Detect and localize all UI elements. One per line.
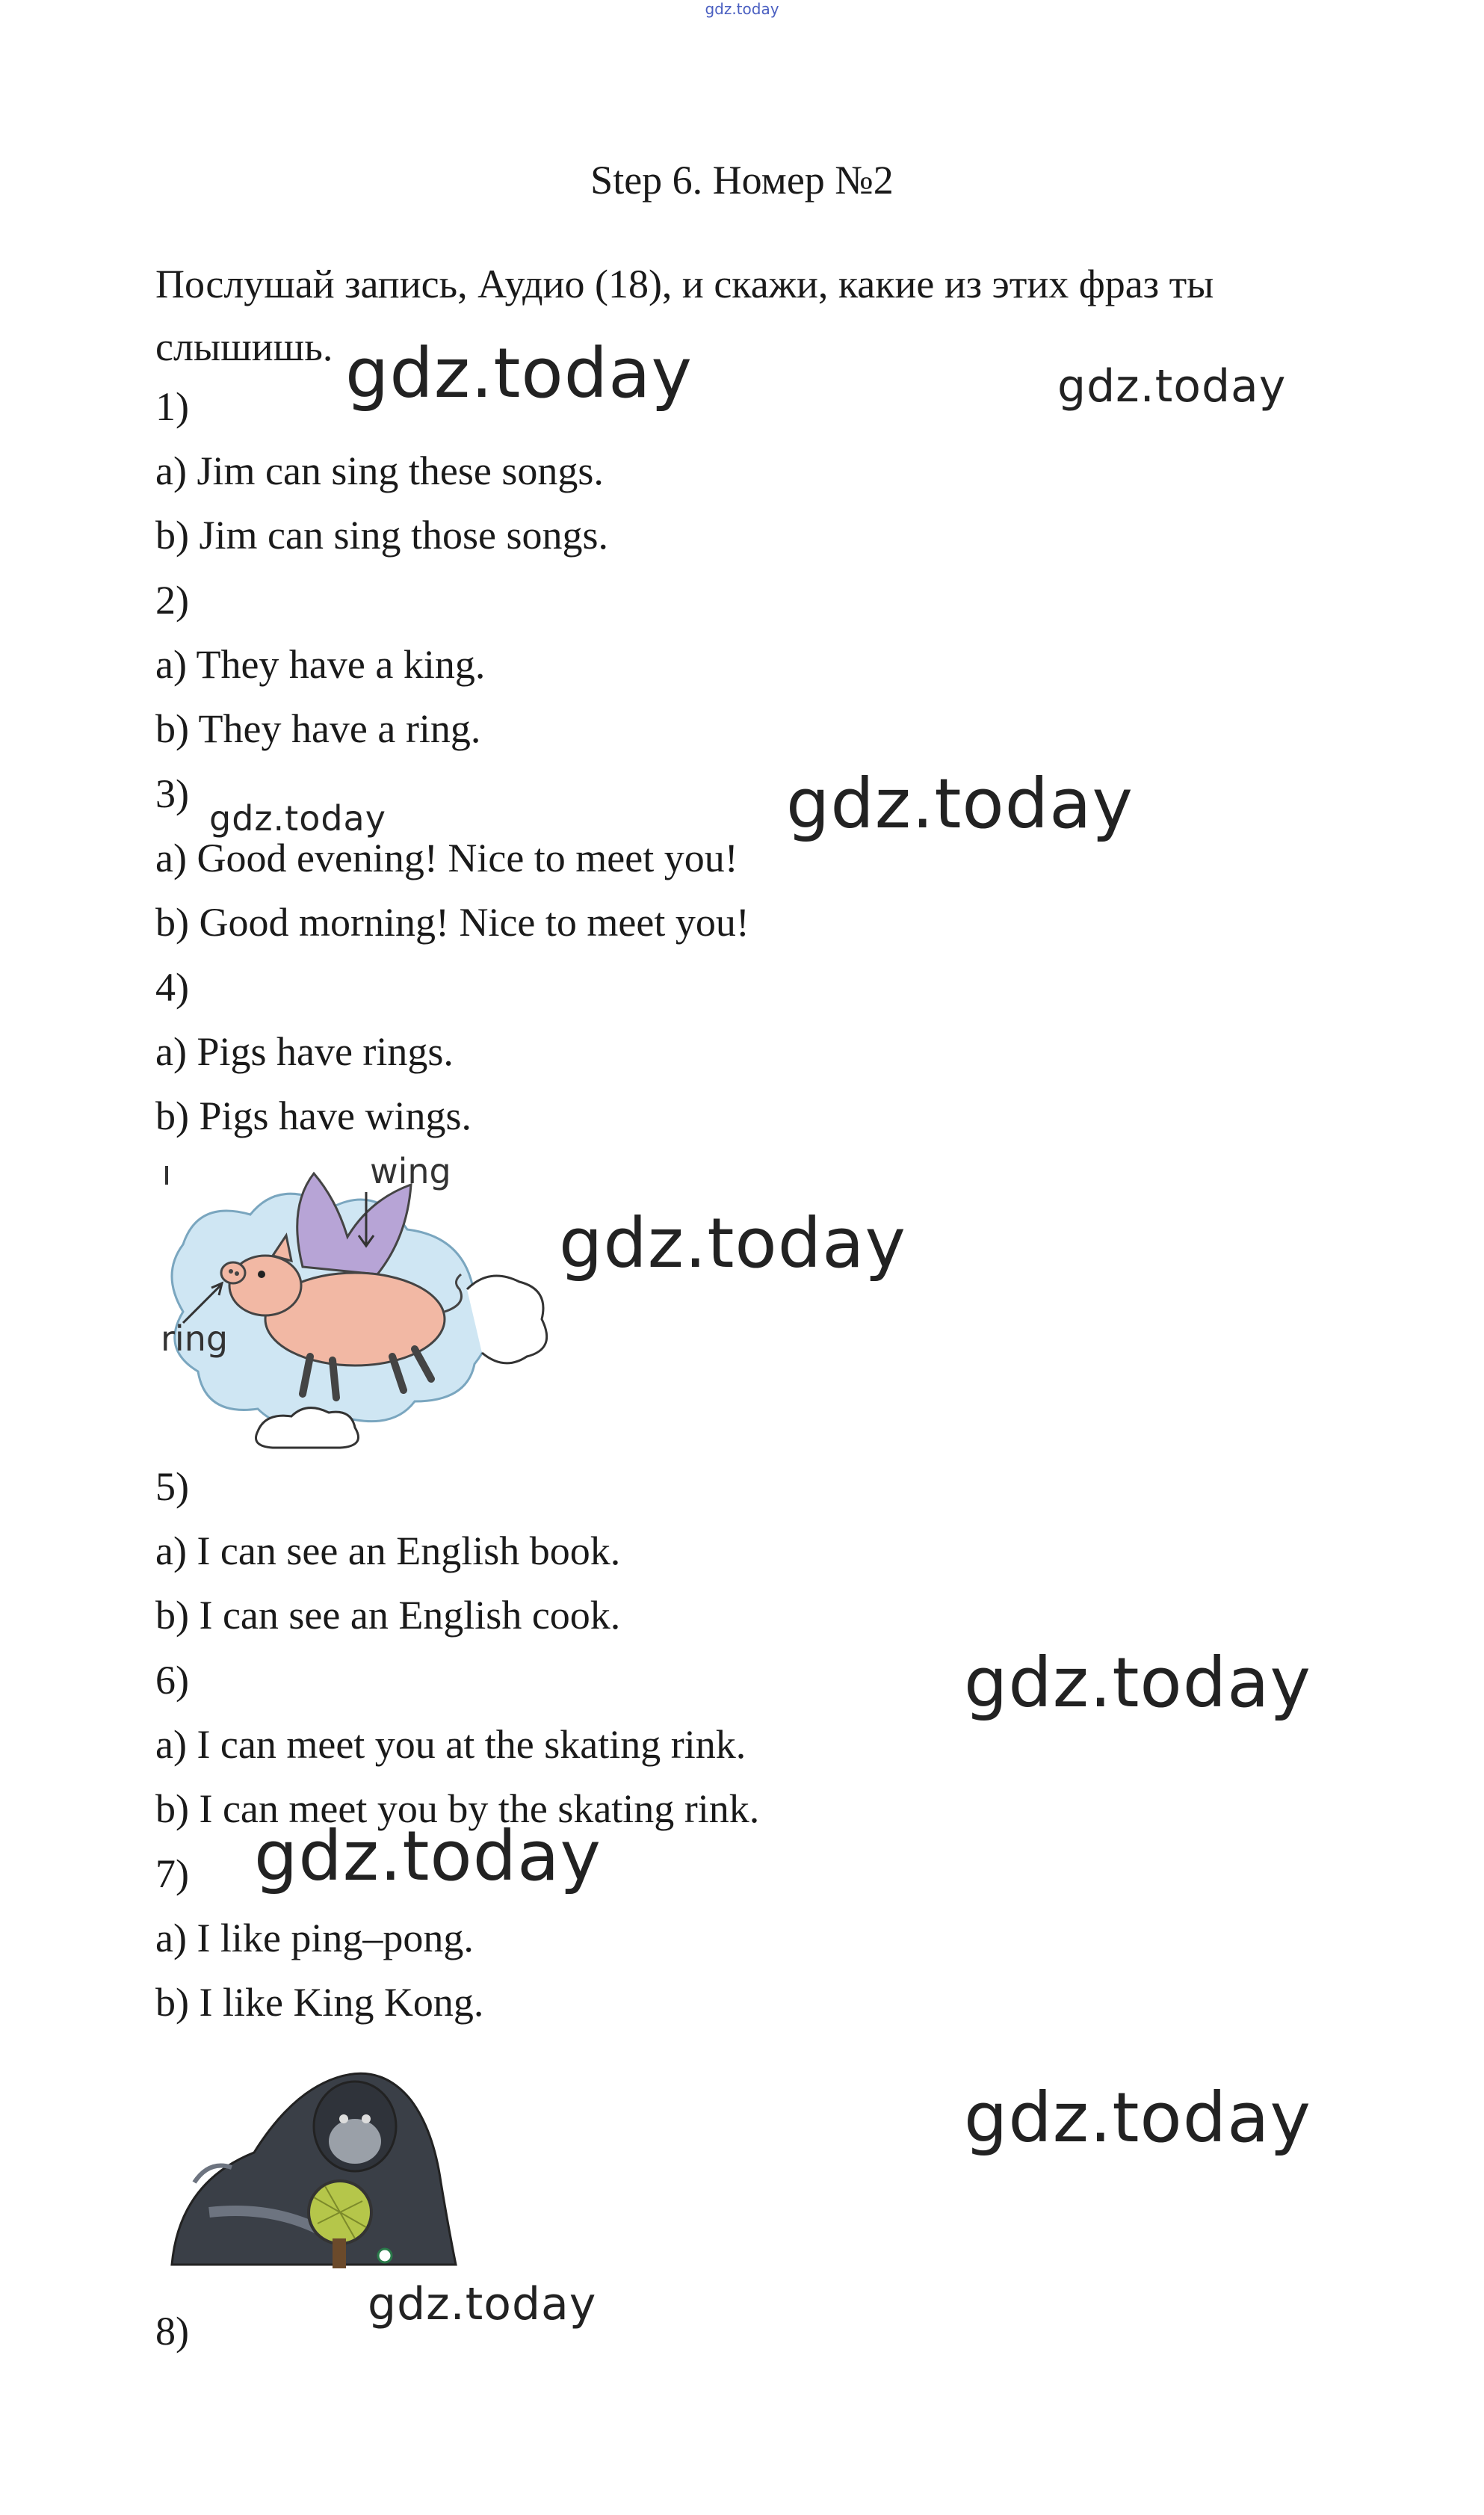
item-number: 1)	[155, 384, 189, 429]
gorilla-illustration	[164, 2048, 486, 2280]
option-b: b) Good morning! Nice to meet you!	[155, 900, 749, 945]
item-number: 8)	[155, 2309, 189, 2354]
option-b: b) Jim can sing those songs.	[155, 513, 608, 558]
flying-pig-illustration	[153, 1155, 557, 1454]
option-b: b) I can see an English cook.	[155, 1593, 621, 1638]
page-title: Step 6. Номер №2	[590, 158, 894, 203]
item-number: 6)	[155, 1658, 189, 1703]
option-b: b) I like King Kong.	[155, 1980, 484, 2025]
option-b: b) They have a ring.	[155, 706, 481, 751]
item-number: 3)	[155, 771, 189, 816]
ring-label: ring	[161, 1318, 229, 1359]
option-a: a) I can meet you at the skating rink.	[155, 1722, 746, 1767]
item-number: 5)	[155, 1464, 189, 1509]
option-a: a) They have a king.	[155, 642, 486, 687]
option-a: a) Jim can sing these songs.	[155, 448, 604, 493]
watermark: gdz.today	[254, 1816, 602, 1896]
instruction-text: Послушай запись, Аудио (18), и скажи, какие из этих фраз ты слышишь.	[155, 262, 1214, 369]
option-b: b) I can meet you by the skating rink.	[155, 1786, 760, 1831]
watermark: gdz.today	[786, 764, 1134, 844]
watermark: gdz.today	[964, 1643, 1311, 1723]
item-number: 7)	[155, 1851, 189, 1896]
option-b: b) Pigs have wings.	[155, 1093, 472, 1138]
item-number: 4)	[155, 965, 189, 1010]
watermark: gdz.today	[345, 333, 693, 413]
watermark: gdz.today	[368, 2278, 597, 2330]
site-mark: gdz.today	[705, 0, 779, 18]
item-number: 2)	[155, 578, 189, 623]
watermark: gdz.today	[1057, 360, 1287, 413]
gorilla-icon	[172, 2073, 456, 2265]
watermark: gdz.today	[209, 798, 386, 839]
option-a: a) Good evening! Nice to meet you!	[155, 836, 738, 880]
option-a: a) Pigs have rings.	[155, 1029, 454, 1074]
watermark: gdz.today	[964, 2078, 1311, 2158]
watermark: gdz.today	[559, 1203, 906, 1283]
option-a: a) I can see an English book.	[155, 1528, 621, 1573]
option-a: a) I like ping–pong.	[155, 1916, 474, 1960]
wing-label: wing	[370, 1155, 451, 1191]
